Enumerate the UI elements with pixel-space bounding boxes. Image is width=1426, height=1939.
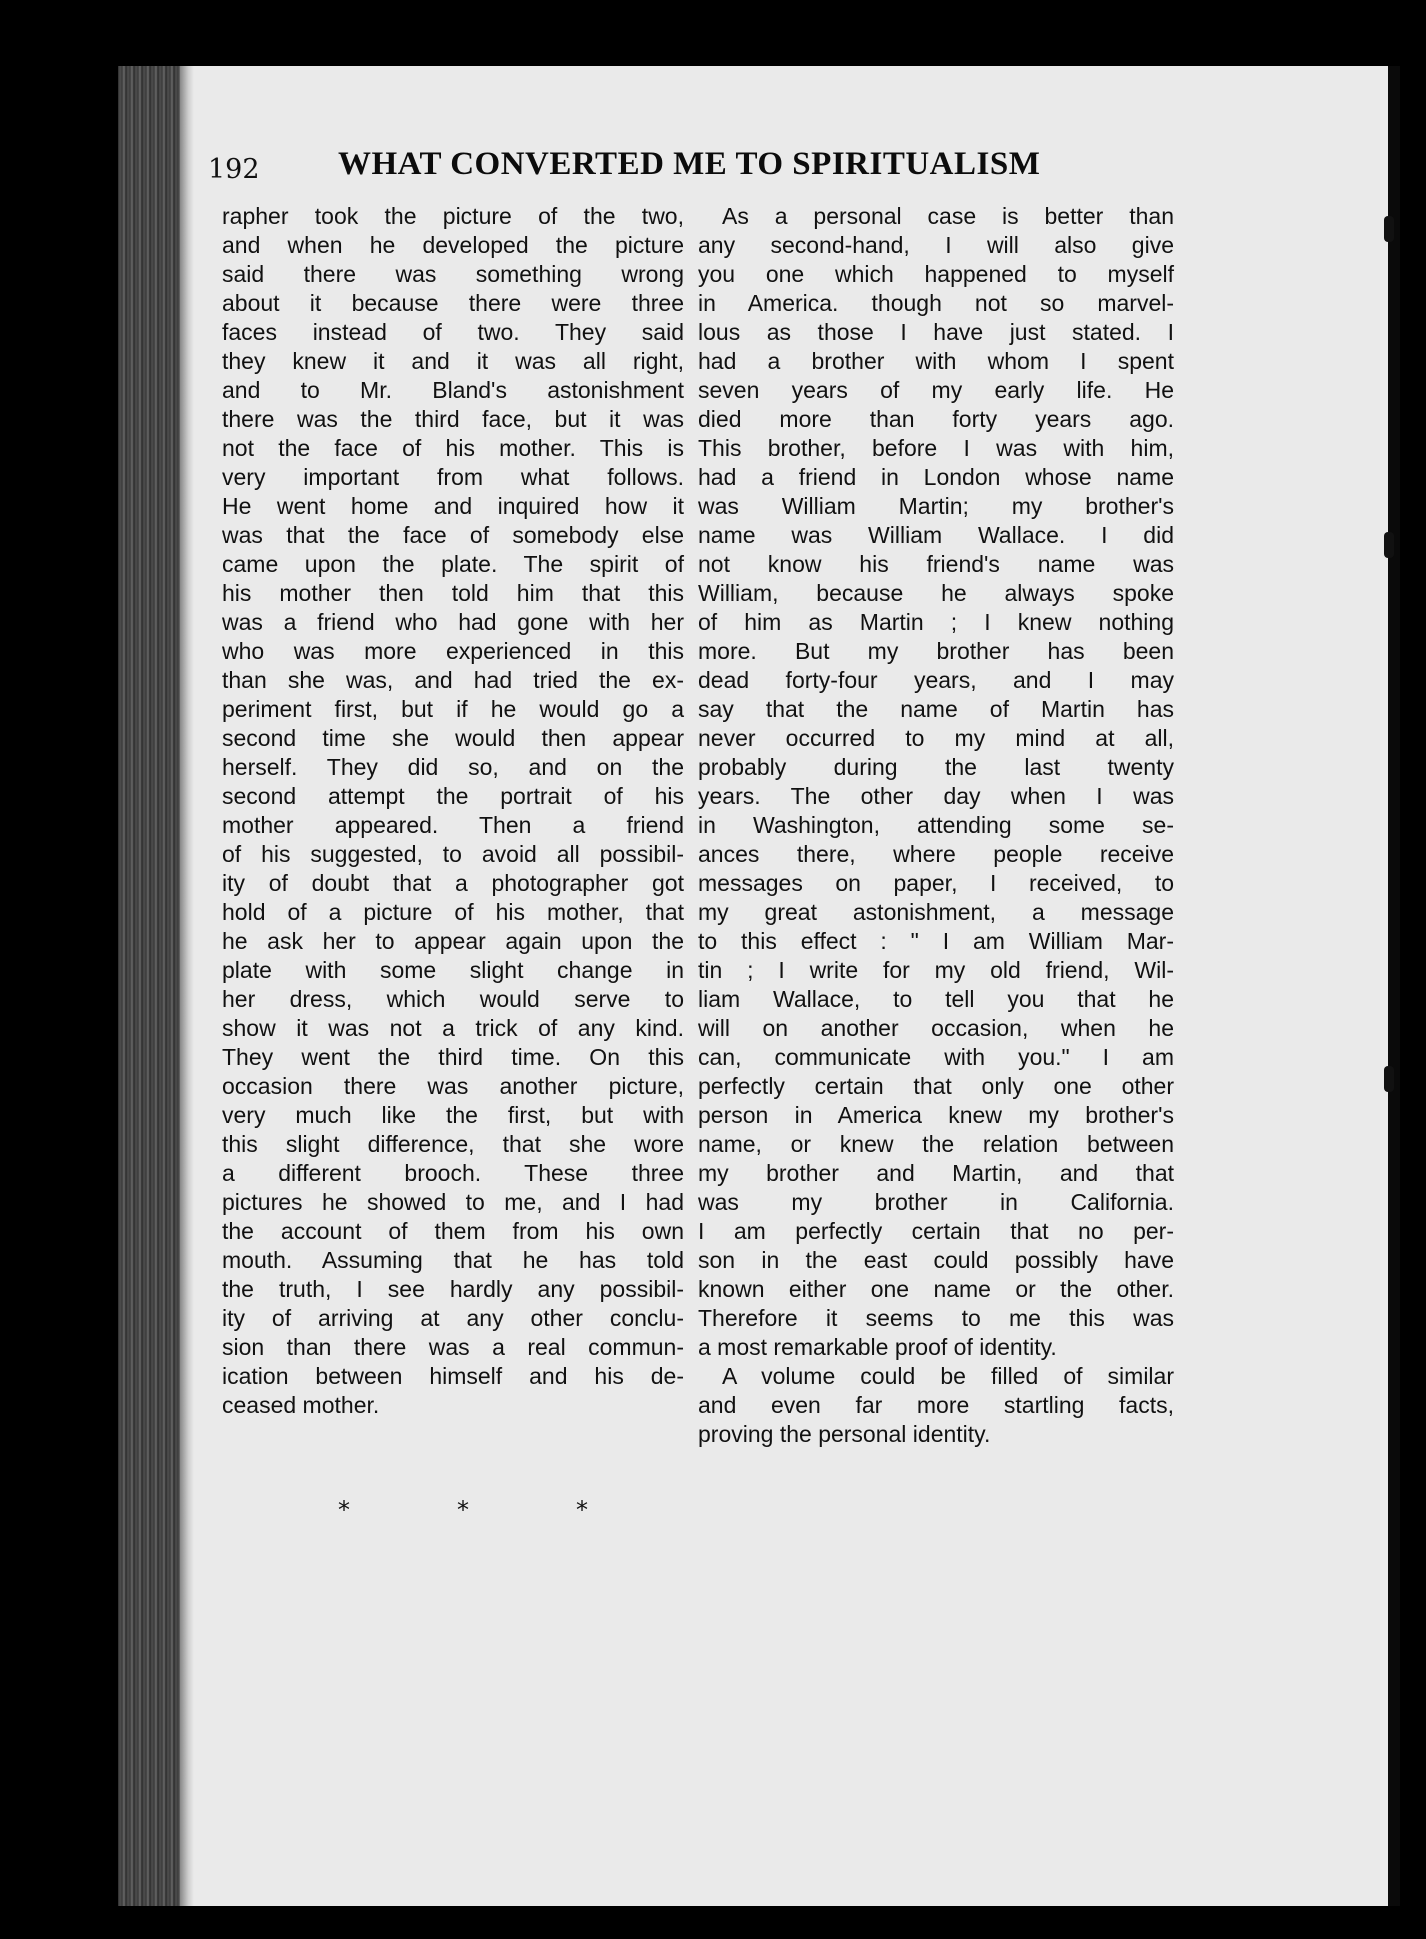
text-line: ceased mother.: [222, 1392, 380, 1418]
text-line: ances there, where people receive: [698, 841, 1174, 867]
text-line: show it was not a trick of any kind.: [222, 1015, 684, 1041]
left-text-column: [222, 202, 684, 1420]
text-line: liam Wallace, to tell you that he: [698, 986, 1174, 1012]
text-line: they knew it and it was all right,: [222, 348, 684, 374]
text-line: was my brother in California.: [698, 1189, 1174, 1215]
text-line: pictures he showed to me, and I had: [222, 1189, 684, 1215]
text-line: son in the east could possibly have: [698, 1247, 1174, 1273]
text-line: in America. though not so marvel-: [698, 290, 1174, 316]
text-line: was William Martin; my brother's: [698, 493, 1174, 519]
section-break-star: *: [338, 1496, 350, 1524]
text-line: about it because there were three: [222, 290, 684, 316]
text-line: Therefore it seems to me this was: [698, 1305, 1174, 1331]
text-line: my great astonishment, a message: [698, 899, 1174, 925]
text-line: hold of a picture of his mother, that: [222, 899, 684, 925]
text-line: the truth, I see hardly any possibil-: [222, 1276, 684, 1302]
text-line: will on another occasion, when he: [698, 1015, 1174, 1041]
text-line: he ask her to appear again upon the: [222, 928, 684, 954]
text-line: seven years of my early life. He: [698, 377, 1174, 403]
text-line: in Washington, attending some se-: [698, 812, 1174, 838]
text-line: her dress, which would serve to: [222, 986, 684, 1012]
text-line: rapher took the picture of the two,: [222, 203, 684, 229]
text-line: his mother then told him that this: [222, 580, 684, 606]
text-line: not know his friend's name was: [698, 551, 1174, 577]
text-line: ity of doubt that a photographer got: [222, 870, 684, 896]
text-line: They went the third time. On this: [222, 1044, 684, 1070]
text-line: to this effect : " I am William Mar-: [698, 928, 1174, 954]
text-line: than she was, and had tried the ex-: [222, 667, 684, 693]
text-line: name, or knew the relation between: [698, 1131, 1174, 1157]
text-line: the account of them from his own: [222, 1218, 684, 1244]
text-line: mother appeared. Then a friend: [222, 812, 684, 838]
text-line: This brother, before I was with him,: [698, 435, 1174, 461]
page-right-edge: [1388, 66, 1400, 1906]
text-line: came upon the plate. The spirit of: [222, 551, 684, 577]
text-line: years. The other day when I was: [698, 783, 1174, 809]
text-line: A volume could be filled of similar: [722, 1363, 1174, 1389]
text-line: occasion there was another picture,: [222, 1073, 684, 1099]
text-line: a different brooch. These three: [222, 1160, 684, 1186]
text-line: dead forty-four years, and I may: [698, 667, 1174, 693]
text-line: and when he developed the picture: [222, 232, 684, 258]
text-line: a most remarkable proof of identity.: [698, 1334, 1057, 1360]
text-line: this slight difference, that she wore: [222, 1131, 684, 1157]
section-break-star: *: [457, 1496, 469, 1524]
text-line: had a brother with whom I spent: [698, 348, 1174, 374]
text-line: faces instead of two. They said: [222, 319, 684, 345]
text-line: say that the name of Martin has: [698, 696, 1174, 722]
running-head-title: WHAT CONVERTED ME TO SPIRITUALISM: [338, 146, 1041, 182]
right-text-column: [698, 202, 1174, 1449]
text-line: proving the personal identity.: [698, 1421, 991, 1447]
text-line: very important from what follows.: [222, 464, 684, 490]
text-line: second attempt the portrait of his: [222, 783, 684, 809]
text-line: name was William Wallace. I did: [698, 522, 1174, 548]
text-line: ity of arriving at any other conclu-: [222, 1305, 684, 1331]
book-spine-gutter: [118, 66, 180, 1906]
text-line: more. But my brother has been: [698, 638, 1174, 664]
edge-mark: [1384, 1066, 1394, 1092]
text-line: mouth. Assuming that he has told: [222, 1247, 684, 1273]
text-line: I am perfectly certain that no per-: [698, 1218, 1174, 1244]
text-line: ication between himself and his de-: [222, 1363, 684, 1389]
text-line: person in America knew my brother's: [698, 1102, 1174, 1128]
text-line: messages on paper, I received, to: [698, 870, 1174, 896]
text-line: of his suggested, to avoid all possibil-: [222, 841, 684, 867]
text-line: any second-hand, I will also give: [698, 232, 1174, 258]
text-line: perfectly certain that only one other: [698, 1073, 1174, 1099]
text-line: As a personal case is better than: [722, 203, 1174, 229]
section-break: [338, 1496, 588, 1524]
text-line: died more than forty years ago.: [698, 406, 1174, 432]
section-break-star: *: [576, 1496, 588, 1524]
text-line: my brother and Martin, and that: [698, 1160, 1174, 1186]
text-line: was that the face of somebody else: [222, 522, 684, 548]
text-line: said there was something wrong: [222, 261, 684, 287]
text-line: William, because he always spoke: [698, 580, 1174, 606]
text-line: and even far more startling facts,: [698, 1392, 1174, 1418]
text-line: periment first, but if he would go a: [222, 696, 684, 722]
text-line: tin ; I write for my old friend, Wil-: [698, 957, 1174, 983]
text-line: never occurred to my mind at all,: [698, 725, 1174, 751]
text-line: had a friend in London whose name: [698, 464, 1174, 490]
text-line: second time she would then appear: [222, 725, 684, 751]
page-header: [208, 146, 1108, 190]
text-line: and to Mr. Bland's astonishment: [222, 377, 684, 403]
edge-mark: [1384, 216, 1394, 242]
text-line: not the face of his mother. This is: [222, 435, 684, 461]
text-line: He went home and inquired how it: [222, 493, 684, 519]
edge-mark: [1384, 532, 1394, 558]
text-line: plate with some slight change in: [222, 957, 684, 983]
text-line: was a friend who had gone with her: [222, 609, 684, 635]
text-line: can, communicate with you." I am: [698, 1044, 1174, 1070]
text-line: known either one name or the other.: [698, 1276, 1174, 1302]
text-line: herself. They did so, and on the: [222, 754, 684, 780]
text-line: sion than there was a real commun-: [222, 1334, 684, 1360]
text-line: of him as Martin ; I knew nothing: [698, 609, 1174, 635]
text-line: who was more experienced in this: [222, 638, 684, 664]
gutter-shadow: [180, 66, 194, 1906]
text-line: probably during the last twenty: [698, 754, 1174, 780]
text-line: lous as those I have just stated. I: [698, 319, 1174, 345]
text-line: there was the third face, but it was: [222, 406, 684, 432]
page-number: 192: [208, 154, 260, 185]
text-line: very much like the first, but with: [222, 1102, 684, 1128]
text-line: you one which happened to myself: [698, 261, 1174, 287]
